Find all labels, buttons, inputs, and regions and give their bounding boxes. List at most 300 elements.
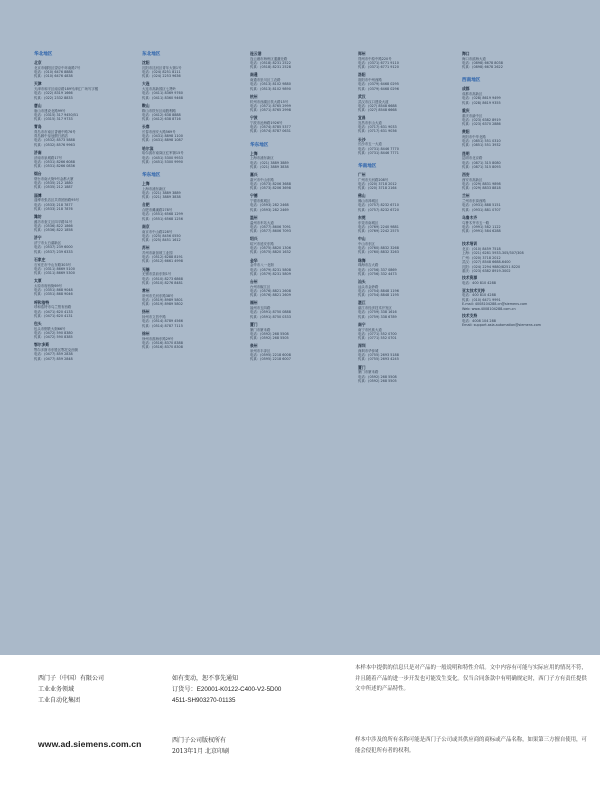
office-city: 海口 [462,51,470,56]
trademark-paragraph: 样本中涉及的所有名称可能是西门子公司或其供应商的商标或产品名称，如果第三方擅自使用，可能会侵犯所有者的权利。 [355,737,587,754]
office-detail-line: 传真：(0536) 822 1858 [34,228,73,233]
office-city: 呼和浩特 [34,299,50,305]
office-city: 福州 [250,300,258,306]
office-detail-line: 湛江市经济技术开发区 [358,306,392,311]
office-detail-line: 电话：(0531) 8266 6088 [34,159,75,164]
office-city: 泉州 [250,343,258,349]
office-city: 杭州 [250,93,258,99]
office-city: 昆明 [462,150,470,156]
office-detail-line: 电话：(0532) 8573 5888 [34,138,75,143]
office-detail-line: 传真：(0592) 268 5505 [250,336,289,341]
office-city: 鞍山 [142,102,150,108]
office-city: 台州 [250,279,258,285]
office-detail-line: 电话：(010) 6476 8888 [34,70,73,74]
office-detail-line: 电话：(0593) 282 2468 [250,203,289,208]
office-detail-line: 鄂尔多斯市东胜区鄂托克西街 [34,348,79,353]
footer [0,655,600,799]
office-city: 宜昌 [358,115,366,121]
office-detail-line: 传真：(0851) 551 3932 [462,143,501,148]
office-detail-line: 汕头市金砂路 [358,284,379,289]
office-entry [34,215,134,232]
office-entry [358,237,458,254]
office-detail-line: 传真：(023) 6370 2886 [462,122,501,127]
office-detail-line: 传真：(0593) 282 2469 [250,207,289,212]
office-city: 包头 [34,321,42,327]
office-entry [34,343,134,360]
office-detail-line: 电话：(0477) 859 2838 [34,352,73,357]
office-detail-line: 电话：(0351) 868 9048 [34,288,73,293]
office-detail-line: 徐州市淮海东路29号 [142,336,174,341]
office-detail-line: 苏州市新加坡工业园 [142,251,173,256]
office-detail-line: 成都市高新区 [462,92,483,97]
support-line: 武汉：(027) 8548 6688-6400 [462,260,511,265]
support-block [462,276,562,285]
region-section [358,164,458,383]
office-detail-line: 电话：(020) 3718 2012 [358,182,397,187]
office-entry [250,152,350,169]
support-heading: 亚太技术支持 [462,287,485,293]
office-entry [462,152,562,169]
office-city: 济宁 [34,235,42,241]
office-detail-line: 天津市和平区南京路189号津汇广场写字楼 [34,87,99,92]
order-number: 订货号：E20001-K0122-C400-V2-5D00 [172,686,282,693]
office-city: 唐山 [34,102,42,108]
office-detail-line: 电话：(0931) 888 5151 [462,203,501,208]
region-section [142,52,242,164]
office-city: 无锡 [142,266,150,272]
office-entry [358,216,458,233]
office-entry [358,116,458,133]
office-detail-line: 宁德市蕉城区 [250,199,271,204]
office-entry [358,366,458,383]
office-detail-line: 北京市朝阳区望京中环南路7号 [34,65,81,70]
office-detail-line: 电话：(0755) 2693 5188 [358,353,399,358]
office-entry [358,95,458,112]
office-entry [34,151,134,168]
office-entry [142,268,242,285]
office-detail-line: 电话：(0731) 8446 7770 [358,146,399,151]
office-detail-line: 电话：(0754) 8848 1196 [358,289,399,294]
office-entry [142,182,242,199]
office-city: 扬州 [142,309,150,315]
office-detail-line: 传真：(0379) 6468 0296 [358,86,399,91]
office-entry [462,194,562,211]
office-city: 天津 [34,81,42,87]
office-detail-line: 沈阳市沈河区青年大街1号 [142,65,182,70]
office-entry [142,332,242,349]
office-entry [142,104,242,121]
office-city: 青岛 [34,124,42,130]
office-detail-line: 传真：(0754) 8848 1195 [358,293,399,298]
office-entry [250,344,350,361]
office-detail-line: 电话：(0717) 631 9033 [358,125,397,130]
company-line: 工业业务领域 [38,686,75,693]
office-detail-line: 青岛市市南区香港中路76号 [34,130,76,135]
office-entry [250,237,350,254]
office-detail-line: 电话：(0516) 8370 8388 [142,340,183,345]
office-detail-line: 鞍山市铁东区南胜利路 [142,108,176,113]
office-detail-line: 宜昌市东山大道 [358,121,382,126]
office-detail-line: 郑州市中原中路220号 [358,56,392,61]
office-detail-line: 包头市钢铁大街66号 [34,326,66,331]
office-entry [358,323,458,340]
office-detail-line: 传真：(0579) 8231 5809 [250,271,291,276]
office-detail-line: 呼和浩特市乌兰察布西路 [34,305,72,310]
office-detail-line: 传真：(0575) 8820 1632 [250,250,291,255]
office-detail-line: 电话：(0514) 8789 4566 [142,319,183,324]
office-detail-line: 电话：(0756) 337 0869 [358,267,397,272]
office-detail-line: 佛山市禅城区 [358,199,379,204]
office-detail-line: 南通市崇川区工农路 [250,78,281,83]
office-detail-line: 传真：(0731) 8446 7771 [358,150,399,155]
office-detail-line: 西安市高新区 [462,177,483,182]
office-detail-line: 兰州市东岗西路 [462,199,486,204]
office-detail-line: 电话：(023) 6382 8919 [462,117,501,122]
region-heading: 华东地区 [142,173,161,179]
region-section [250,52,350,134]
office-detail-line: 南宁市民族大道 [358,327,382,332]
office-detail-line: 电话：(0536) 822 1866 [34,224,73,229]
office-city: 中山 [358,236,366,242]
office-entry [358,138,458,155]
office-entry [358,194,458,211]
office-city: 湛江 [358,300,366,306]
office-detail-line: 电话：(021) 3889 3889 [142,191,181,196]
support-line: 北京：(010) 8459 7518 [462,247,501,252]
directory-column [34,52,134,370]
office-detail-line: 东莞市南城区 [358,220,379,225]
office-entry [142,82,242,99]
support-heading: 技术资源 [462,275,478,281]
office-city: 长春 [142,124,150,130]
office-city: 宁德 [250,193,258,199]
office-detail-line: 无锡市县前东街1号 [142,272,172,277]
office-detail-line: 济宁市太白湖新区 [34,241,62,246]
office-detail-line: 传真：(0315) 317 9733 [34,117,73,122]
office-detail-line: 电话：(0315) 317 9450/51 [34,112,79,117]
office-detail-line: 电话：(0898) 6678 8038 [462,61,503,65]
office-entry [34,104,134,121]
office-detail-line: 太原市府西街69号 [34,284,63,289]
office-city: 上海 [250,150,258,156]
office-detail-line: 传真：(0311) 8669 5300 [34,271,75,276]
office-detail-line: 电话：(025) 8456 0550 [142,233,181,238]
office-detail-line: 传真：(029) 8833 8818 [462,186,501,191]
office-entry [462,173,562,190]
order-line: 如有变动，恕不事先通知 [172,675,239,682]
office-detail-line: 电话：(0573) 8206 3688 [250,182,291,187]
office-detail-line: 长沙市五一大道 [358,142,382,147]
region-section [462,52,562,69]
office-city: 淄博 [34,192,42,198]
office-detail-line: 常州市关河东路38号 [142,293,174,298]
office-detail-line: 中山市东区 [358,242,375,247]
office-detail-line: 传真：(0412) 638 8716 [142,117,181,122]
office-detail-line: 传真：(010) 6476 4838 [34,74,73,79]
office-city: 广州 [358,172,366,178]
office-entry [34,301,134,318]
office-city: 汕头 [358,279,366,285]
support-line: Email: support.asia.automation@siemens.com [462,323,541,328]
office-detail-line: 电话：(0575) 8820 1306 [250,246,291,251]
office-entry [250,323,350,340]
office-city: 鄂尔多斯 [34,342,50,348]
office-entry [462,109,562,126]
office-entry [34,172,134,189]
office-entry [250,301,350,318]
office-detail-line: 传真：(0451) 5300 9990 [142,159,183,164]
office-detail-line: 电话：(0535) 212 1880 [34,181,73,186]
office-detail-line: 传真：(0472) 590 8385 [34,335,73,340]
office-detail-line: 济南市泉城路17号 [34,155,63,160]
support-line: 广州：(020) 3718 2012 [462,255,501,260]
office-city: 南宁 [358,321,366,327]
office-detail-line: 广州市天河路208号 [358,177,389,182]
office-entry [250,280,350,297]
office-detail-line: 南京市中山路228号 [142,229,173,234]
office-detail-line: 电话：(0412) 638 8888 [142,112,181,117]
office-detail-line: 电话：(027) 8548 6688 [358,103,397,108]
office-detail-line: 福州市五四路 [250,306,271,311]
region-heading: 华南地区 [358,164,377,170]
office-detail-line: 传真：(024) 2253 9636 [142,74,181,79]
office-detail-line: 传真：(0576) 8821 2609 [250,293,291,298]
office-city: 南通 [250,72,258,78]
office-detail-line: 电话：(0513) 8102 9880 [250,82,291,87]
office-entry [250,194,350,211]
office-detail-line: 电话：(0759) 338 1616 [358,310,397,315]
office-detail-line: 传真：(0477) 859 2848 [34,356,73,361]
office-detail-line: 电话：(0311) 8669 5100 [34,266,75,271]
office-detail-line: 青岛颐中皇冠假日酒店 [34,134,68,139]
office-entry [250,73,350,90]
office-entry [34,82,134,99]
office-city: 苏州 [142,245,150,251]
office-entry [142,147,242,164]
office-city: 温州 [250,214,258,220]
support-block [462,242,562,273]
office-entry [34,125,134,147]
office-detail-line: 杭州市西湖区杭大路15号 [250,99,289,104]
office-detail-line: 电话：(0471) 620 4133 [34,309,73,314]
office-detail-line: 传真：(0991) 584 6288 [462,229,501,234]
office-entry [34,236,134,253]
office-city: 厦门 [358,364,366,370]
office-detail-line: 传真：(0592) 268 5505 [358,378,397,383]
office-detail-line: 电话：(0851) 551 0310 [462,139,501,144]
support-block [462,289,562,311]
office-detail-line: 传真：(0757) 8232 6720 [358,207,399,212]
office-entry [142,61,242,78]
office-detail-line: 金华市八一北街 [250,263,274,268]
office-detail-line: 宁波市沧海路1926号 [250,121,283,126]
office-entry [34,279,134,296]
office-detail-line: 厦门市厦禾路 [250,327,271,332]
office-detail-line: 传真：(0551) 6568 1256 [142,216,183,221]
office-city: 西安 [462,172,470,178]
office-city: 东莞 [358,214,366,220]
office-detail-line: 台州市椒江区 [250,284,271,289]
office-entry [250,52,350,69]
office-detail-line: 传真：(0871) 315 8093 [462,164,501,169]
office-detail-line: 电话：(0595) 2218 6008 [250,353,291,358]
office-detail-line: 电话：(0591) 8750 0888 [250,310,291,315]
office-entry [358,280,458,297]
office-detail-line: 传真：(0898) 6678 2622 [462,65,503,70]
office-detail-line: 传真：(0535) 212 1887 [34,185,73,190]
office-detail-line: 电话：(0760) 8832 3268 [358,246,399,251]
region-section [462,78,562,233]
office-detail-line: 传真：(0512) 6661 4998 [142,259,183,264]
office-detail-line: 电话：(0411) 8369 9760 [142,91,183,96]
website-url[interactable]: www.ad.siemens.com.cn [38,739,142,749]
copyright-block [172,735,342,757]
office-detail-line: 电话：(0518) 8231 2522 [250,61,291,65]
office-detail-line: 电话：(022) 8319 1666 [34,91,73,96]
office-city: 重庆 [462,107,470,113]
office-detail-line: 上海市浦东新区 [250,156,274,161]
office-city: 贵阳 [462,129,470,135]
office-detail-line: 电话：(0451) 5300 9933 [142,155,183,160]
office-detail-line: 电话：(0519) 8989 5801 [142,298,183,303]
office-detail-line: 传真：(0571) 8765 2998 [250,108,291,113]
office-detail-line: 上海市浦东新区 [142,186,166,191]
office-detail-line: 传真：(0755) 2693 4245 [358,357,399,362]
office-detail-line: 电话：(0771) 552 0700 [358,331,397,336]
company-block [38,673,178,706]
region-section [34,52,134,361]
office-entry [34,258,134,275]
office-detail-line: 潍坊市奎文区四平路31号 [34,219,73,224]
office-detail-line: 电话：(0871) 315 8080 [462,160,501,165]
region-section [142,173,242,349]
office-city: 宁波 [250,115,258,121]
office-detail-line: 扬州市文昌中路 [142,315,166,320]
order-info [172,673,342,706]
region-heading: 东北地区 [142,52,161,57]
office-detail-line: 大连市高新园区七贤岭 [142,87,176,92]
office-detail-line: 传真：(022) 2332 8833 [34,95,73,100]
office-entry [358,173,458,190]
office-detail-line: 传真：(025) 8451 1612 [142,238,181,243]
support-line: E-mail: 4008104288.cn@siemens.com [462,302,528,307]
support-line: 上海：(021) 6281 5933-305/307/308 [462,251,524,256]
office-entry [462,52,562,69]
office-detail-line: 传真：(0516) 8370 8308 [142,345,183,350]
office-detail-line: 传真：(0574) 8787 0631 [250,129,291,134]
office-detail-line: 传真：(0577) 8606 7093 [250,229,291,234]
office-entry [142,203,242,220]
support-line: Web: www.4008104288.com.cn [462,306,516,311]
region-heading: 华北地区 [34,52,53,57]
office-city: 连云港 [250,51,262,56]
office-detail-line: 珠海市吉大路 [358,263,379,268]
sales-directory [0,52,600,652]
office-detail-line: 电话：(029) 8831 9898 [462,182,501,187]
office-detail-line: 淄博市张店区共青团西路95号 [34,198,80,203]
office-entry [358,52,458,69]
office-detail-line: 海口市滨海大道 [462,56,486,61]
support-line: 电话：400 810 4288 [462,281,496,286]
office-entry [250,216,350,233]
office-city: 合肥 [142,202,150,208]
office-detail-line: 电话：(028) 8619 9499 [462,96,501,101]
directory-column [358,52,458,392]
office-detail-line: 烟台市南大街9号金都大厦 [34,177,74,182]
office-entry [34,322,134,339]
office-detail-line: 电话：(0579) 8231 5808 [250,267,291,272]
office-city: 厦门 [250,321,258,327]
office-entry [462,216,562,233]
office-entry [142,125,242,142]
office-detail-line: 传真：(0537) 239 6333 [34,249,73,254]
office-entry [358,73,458,90]
office-detail-line: 电话：(0533) 218 7877 [34,202,73,207]
support-line: 电话：400 810 4288 [462,293,496,298]
office-city: 南京 [142,223,150,229]
office-detail-line: 传真：(020) 3718 2164 [358,186,397,191]
office-detail-line: 嘉兴市中山东路 [250,177,274,182]
office-detail-line: 电话：(0431) 8898 1100 [142,134,183,139]
region-section [358,52,458,155]
copyright-line: 西门子公司版权所有 [172,737,227,744]
office-entry [34,194,134,211]
office-detail-line: 电话：(021) 3889 3889 [250,160,289,165]
office-detail-line: 传真：(0591) 8750 0333 [250,314,291,319]
office-city: 太原 [34,278,42,284]
office-detail-line: 电话：(0571) 8765 2999 [250,103,291,108]
office-detail-line: 贵阳市中华北路 [462,135,486,140]
office-detail-line: 洛阳市中州西路 [358,78,382,83]
directory-column [462,52,562,328]
office-detail-line: 传真：(021) 3889 3838 [142,195,181,200]
office-detail-line: 传真：(0471) 620 4131 [34,313,73,318]
office-detail-line: 传真：(0573) 8206 3698 [250,186,291,191]
directory-column [250,52,350,371]
office-detail-line: 电话：(0551) 6568 1299 [142,212,183,217]
office-city: 哈尔滨 [142,145,154,151]
office-detail-line: 传真：(0519) 8989 5802 [142,302,183,307]
office-entry [250,116,350,133]
office-detail-line: 长春市西安大路569号 [142,130,176,135]
support-heading: 技术支持 [462,313,478,319]
office-detail-line: 绍兴市延安东路 [250,242,274,247]
office-detail-line: 传真：(0931) 881 0707 [462,207,501,212]
office-city: 石家庄 [34,256,46,262]
office-entry [462,130,562,147]
office-city: 深圳 [358,343,366,349]
office-city: 绍兴 [250,236,258,242]
office-detail-line: 电话：(0512) 6288 8191 [142,255,183,260]
office-detail-line: 传真：(0431) 8898 1087 [142,138,183,143]
office-detail-line: 电话：(0592) 268 5508 [358,374,397,379]
support-block [462,314,562,328]
office-detail-line: 温州市车站大道 [250,220,274,225]
office-detail-line: 电话：(0537) 239 6000 [34,245,73,250]
office-detail-line: 传真：(028) 8619 9355 [462,100,501,105]
office-detail-line: 连云港市海州区通灌北路 [250,56,288,61]
office-detail-line: 传真：(0510) 8276 8481 [142,280,183,285]
office-city: 潍坊 [34,214,42,220]
office-city: 济南 [34,149,42,155]
support-line: 传真：(010) 6471 9991 [462,297,501,302]
office-detail-line: 哈尔滨市南岗区红军街15号 [142,151,184,156]
office-detail-line: 传真：(0371) 6771 9120 [358,65,399,70]
office-detail-line: 传真：(0513) 8102 9890 [250,86,291,91]
office-detail-line: 传真：(027) 8548 6668 [358,108,397,113]
office-detail-line: 电话：(0472) 590 8380 [34,331,73,336]
office-city: 徐州 [142,330,150,336]
